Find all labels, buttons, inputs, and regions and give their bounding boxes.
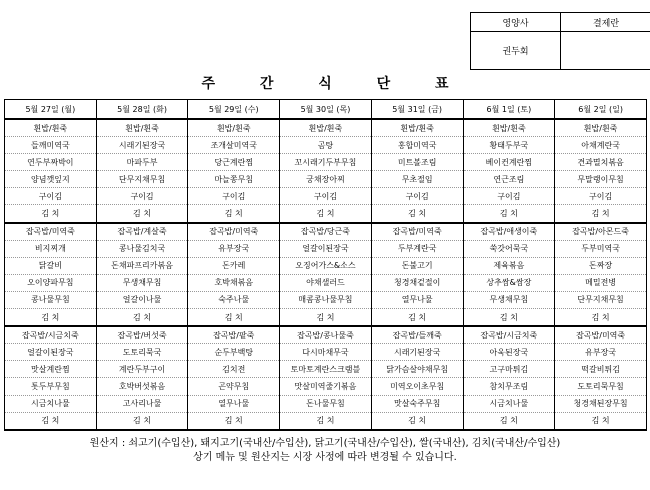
menu-row — [5, 395, 647, 412]
menu-cell: 무생채무침 — [96, 274, 188, 291]
menu-cell: 구이김 — [555, 188, 647, 205]
menu-cell: 맛살미역줄기볶음 — [280, 378, 372, 395]
menu-cell: 열무나물 — [188, 395, 280, 412]
menu-cell: 단무지채무침 — [555, 291, 647, 308]
day-header: 5월 31일 (금) — [371, 100, 463, 120]
menu-cell: 청경채된장무침 — [555, 395, 647, 412]
page-title: 주 간 식 단 표 — [201, 76, 469, 92]
menu-row — [5, 291, 647, 308]
menu-cell: 아채계란국 — [555, 137, 647, 154]
menu-cell: 잡곡밥/시금치죽 — [463, 326, 555, 344]
menu-cell: 양념깻잎지 — [5, 171, 97, 188]
menu-cell: 구이김 — [188, 188, 280, 205]
menu-cell: 도토리묵무침 — [555, 378, 647, 395]
menu-cell: 시금치나물 — [463, 395, 555, 412]
menu-row — [5, 188, 647, 205]
day-header: 6월 1일 (토) — [463, 100, 555, 120]
menu-cell: 김 치 — [96, 412, 188, 430]
menu-cell: 김 치 — [5, 412, 97, 430]
menu-cell: 메밀전병 — [555, 274, 647, 291]
menu-cell: 유부장국 — [555, 344, 647, 361]
menu-cell: 계란두부구이 — [96, 361, 188, 378]
menu-row — [5, 412, 647, 430]
menu-row — [5, 240, 647, 257]
menu-cell: 열무나물 — [371, 291, 463, 308]
menu-cell: 단무지채무침 — [96, 171, 188, 188]
menu-cell: 톳두부무침 — [5, 378, 97, 395]
menu-row — [5, 378, 647, 395]
menu-cell: 김 치 — [280, 412, 372, 430]
menu-cell: 떡갈비튀김 — [555, 361, 647, 378]
committee-label: 권두회 — [471, 32, 561, 70]
menu-cell: 당근계란찜 — [188, 154, 280, 171]
menu-row — [5, 205, 647, 223]
menu-cell: 얼갈이된장국 — [280, 240, 372, 257]
menu-cell: 돈나물무침 — [280, 395, 372, 412]
nutritionist-label: 영양사 — [471, 13, 561, 32]
menu-cell: 청경채겉절이 — [371, 274, 463, 291]
menu-cell: 잡곡밥/시금치죽 — [5, 326, 97, 344]
menu-cell: 잡곡밥/버섯죽 — [96, 326, 188, 344]
menu-cell: 오이양파무침 — [5, 274, 97, 291]
menu-cell: 미트볼조림 — [371, 154, 463, 171]
menu-cell: 얼갈이된장국 — [5, 344, 97, 361]
menu-cell: 마늘쫑무침 — [188, 171, 280, 188]
menu-cell: 상추쌈&쌈장 — [463, 274, 555, 291]
menu-cell: 꼬시래기두부무침 — [280, 154, 372, 171]
menu-cell: 다시마채무국 — [280, 344, 372, 361]
menu-cell: 김치전 — [188, 361, 280, 378]
menu-cell: 연근조림 — [463, 171, 555, 188]
menu-cell: 순두부백탕 — [188, 344, 280, 361]
menu-cell: 구이김 — [96, 188, 188, 205]
day-header-row — [5, 100, 647, 120]
menu-cell: 흰밥/흰죽 — [188, 119, 280, 137]
menu-cell: 구이김 — [371, 188, 463, 205]
menu-cell: 참치무조림 — [463, 378, 555, 395]
day-header: 5월 30일 (목) — [280, 100, 372, 120]
menu-cell: 연두부짜박이 — [5, 154, 97, 171]
menu-cell: 시래기된장국 — [96, 137, 188, 154]
menu-row — [5, 137, 647, 154]
menu-cell: 돈카레 — [188, 257, 280, 274]
menu-cell: 흰밥/흰죽 — [280, 119, 372, 137]
menu-cell: 김 치 — [463, 205, 555, 223]
menu-cell: 돈짜장 — [555, 257, 647, 274]
menu-cell: 김 치 — [188, 205, 280, 223]
menu-cell: 김 치 — [371, 412, 463, 430]
approval-signature-cell — [561, 32, 650, 70]
menu-cell: 김 치 — [280, 309, 372, 327]
menu-cell: 맛살숙주무침 — [371, 395, 463, 412]
menu-cell: 돈채파프리카볶음 — [96, 257, 188, 274]
menu-cell: 김 치 — [96, 309, 188, 327]
menu-cell: 콩나물무침 — [5, 291, 97, 308]
day-header: 5월 28일 (화) — [96, 100, 188, 120]
menu-cell: 쑥갓어묵국 — [463, 240, 555, 257]
menu-cell: 제육볶음 — [463, 257, 555, 274]
menu-cell: 김 치 — [280, 205, 372, 223]
menu-cell: 야채샐러드 — [280, 274, 372, 291]
menu-cell: 콩나물김치국 — [96, 240, 188, 257]
menu-cell: 견과멸치볶음 — [555, 154, 647, 171]
menu-cell: 얼갈이나물 — [96, 291, 188, 308]
day-header: 6월 2일 (일) — [555, 100, 647, 120]
menu-row — [5, 361, 647, 378]
menu-cell: 돈불고기 — [371, 257, 463, 274]
menu-cell: 조개살미역국 — [188, 137, 280, 154]
menu-cell: 잡곡밥/미역죽 — [555, 326, 647, 344]
menu-cell: 시금치나물 — [5, 395, 97, 412]
menu-cell: 구이김 — [463, 188, 555, 205]
menu-cell: 도토리묵국 — [96, 344, 188, 361]
menu-row — [5, 223, 647, 241]
menu-cell: 무말랭이무침 — [555, 171, 647, 188]
menu-cell: 김 치 — [371, 309, 463, 327]
menu-cell: 김 치 — [188, 412, 280, 430]
menu-cell: 김 치 — [555, 205, 647, 223]
menu-cell: 곤약무침 — [188, 378, 280, 395]
menu-row — [5, 257, 647, 274]
menu-cell: 고구마튀김 — [463, 361, 555, 378]
menu-cell: 곰탕 — [280, 137, 372, 154]
menu-cell: 김 치 — [463, 309, 555, 327]
menu-cell: 김 치 — [555, 309, 647, 327]
menu-cell: 유부장국 — [188, 240, 280, 257]
menu-row — [5, 326, 647, 344]
menu-cell: 김 치 — [188, 309, 280, 327]
menu-cell: 토마토계란스크램블 — [280, 361, 372, 378]
menu-cell: 오징어가스&소스 — [280, 257, 372, 274]
menu-cell: 호박버섯볶음 — [96, 378, 188, 395]
menu-cell: 아욱된장국 — [463, 344, 555, 361]
menu-cell: 김 치 — [463, 412, 555, 430]
menu-cell: 잡곡밥/미역죽 — [5, 223, 97, 241]
menu-row — [5, 119, 647, 137]
day-header: 5월 27일 (월) — [5, 100, 97, 120]
menu-row — [5, 309, 647, 327]
menu-cell: 김 치 — [555, 412, 647, 430]
menu-cell: 김 치 — [5, 309, 97, 327]
menu-cell: 잡곡밥/아몬드죽 — [555, 223, 647, 241]
menu-row — [5, 344, 647, 361]
menu-cell: 잡곡밥/미역죽 — [371, 223, 463, 241]
change-notice: 상기 메뉴 및 원산지는 시장 사정에 따라 변경될 수 있습니다. — [193, 452, 457, 463]
menu-cell: 두부미역국 — [555, 240, 647, 257]
menu-cell: 흰밥/흰죽 — [5, 119, 97, 137]
menu-cell: 마파두부 — [96, 154, 188, 171]
menu-cell: 무생채무침 — [463, 291, 555, 308]
menu-cell: 맛살계란찜 — [5, 361, 97, 378]
day-header: 5월 29일 (수) — [188, 100, 280, 120]
menu-cell: 닭갈비 — [5, 257, 97, 274]
menu-row — [5, 171, 647, 188]
menu-cell: 두부계란국 — [371, 240, 463, 257]
menu-cell: 매콤콩나물무침 — [280, 291, 372, 308]
menu-cell: 잡곡밥/계살죽 — [96, 223, 188, 241]
menu-cell: 흰밥/흰죽 — [555, 119, 647, 137]
approval-box — [470, 12, 650, 70]
menu-cell: 호박채볶음 — [188, 274, 280, 291]
menu-cell: 홍합미역국 — [371, 137, 463, 154]
menu-cell: 흰밥/흰죽 — [96, 119, 188, 137]
menu-cell: 황태두부국 — [463, 137, 555, 154]
menu-cell: 잡곡밥/들깨죽 — [371, 326, 463, 344]
menu-cell: 비지찌개 — [5, 240, 97, 257]
menu-cell: 구이김 — [5, 188, 97, 205]
menu-cell: 잡곡밥/팥죽 — [188, 326, 280, 344]
menu-row — [5, 154, 647, 171]
menu-cell: 들깨미역국 — [5, 137, 97, 154]
menu-cell: 베이컨계란찜 — [463, 154, 555, 171]
menu-cell: 미역오이초무침 — [371, 378, 463, 395]
menu-cell: 잡곡밥/콩나물죽 — [280, 326, 372, 344]
menu-cell: 김 치 — [96, 205, 188, 223]
origin-note: 원산지 : 쇠고기(수입산), 돼지고기(국내산/수입산), 닭고기(국내산/수입산), 쌀(국내산), 김치(국내산/수입산) — [89, 438, 561, 449]
menu-cell: 흰밥/흰죽 — [463, 119, 555, 137]
menu-cell: 궁채장아찌 — [280, 171, 372, 188]
menu-row — [5, 274, 647, 291]
menu-cell: 잡곡밥/미역죽 — [188, 223, 280, 241]
menu-cell: 흰밥/흰죽 — [371, 119, 463, 137]
menu-cell: 김 치 — [371, 205, 463, 223]
menu-cell: 숙주나물 — [188, 291, 280, 308]
approval-label: 결제란 — [561, 13, 650, 32]
menu-cell: 무초절임 — [371, 171, 463, 188]
menu-cell: 잡곡밥/당근죽 — [280, 223, 372, 241]
weekly-menu-table — [4, 99, 647, 431]
menu-cell: 김 치 — [5, 205, 97, 223]
menu-cell: 구이김 — [280, 188, 372, 205]
menu-cell: 시래기된장국 — [371, 344, 463, 361]
menu-cell: 고사리나물 — [96, 395, 188, 412]
menu-cell: 잡곡밥/애생이죽 — [463, 223, 555, 241]
menu-cell: 닭가슴살야채무침 — [371, 361, 463, 378]
